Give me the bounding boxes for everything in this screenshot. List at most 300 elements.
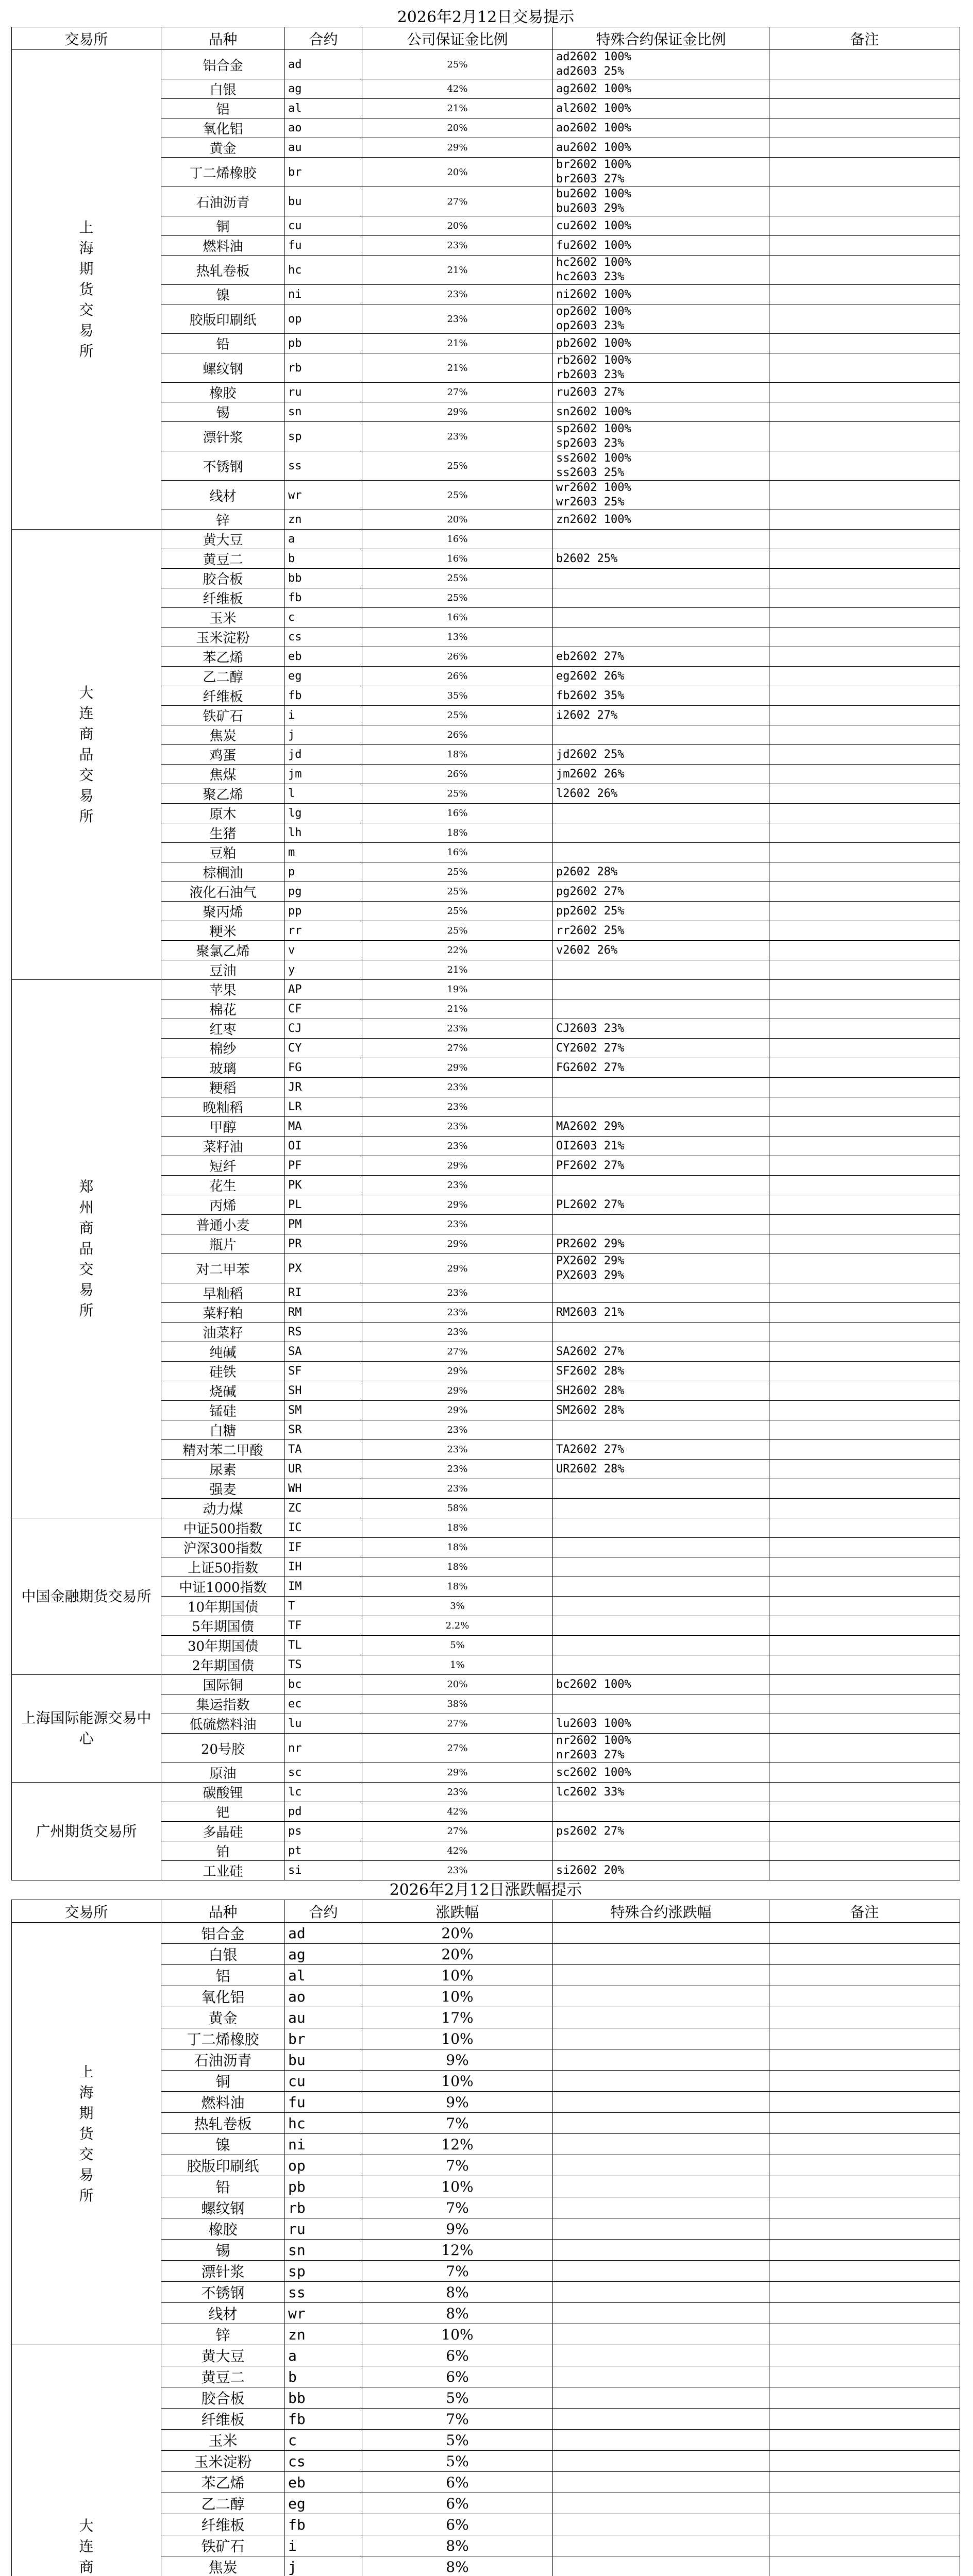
remark-cell <box>769 1078 960 1097</box>
product-name: 玉米 <box>161 2430 285 2451</box>
remark-cell <box>769 1944 960 1965</box>
remark-cell <box>769 1636 960 1655</box>
contract-code: SM <box>285 1401 362 1420</box>
contract-code: TA <box>285 1440 362 1460</box>
remark-cell <box>769 1362 960 1381</box>
remark-cell <box>769 667 960 686</box>
product-name: 黄豆二 <box>161 549 285 569</box>
ratio-value: 23% <box>362 1283 553 1303</box>
ratio-value: 7% <box>362 2261 553 2282</box>
special-contract <box>553 1694 769 1714</box>
remark-cell <box>769 2240 960 2261</box>
ratio-value: 23% <box>362 1137 553 1156</box>
special-contract <box>553 1440 769 1460</box>
remark-cell <box>769 1694 960 1714</box>
remark-cell <box>769 765 960 784</box>
exchange-cell <box>12 50 161 530</box>
special-contract <box>553 216 769 236</box>
ratio-value: 6% <box>362 2472 553 2493</box>
contract-code: sn <box>285 402 362 422</box>
special-contract <box>553 784 769 804</box>
remark-cell <box>769 1923 960 1944</box>
product-name: 中证500指数 <box>161 1518 285 1538</box>
product-name: 镍 <box>161 2134 285 2155</box>
remark-cell <box>769 383 960 402</box>
special-contract <box>553 1783 769 1802</box>
special-contract <box>553 902 769 921</box>
product-name: 聚乙烯 <box>161 784 285 804</box>
remark-cell <box>769 1137 960 1156</box>
limit-table-header-row <box>12 1900 960 1923</box>
contract-code: SA <box>285 1342 362 1362</box>
exchange-cell <box>12 1675 161 1783</box>
contract-code: ad <box>285 50 362 79</box>
contract-code: pb <box>285 334 362 353</box>
remark-cell <box>769 530 960 549</box>
remark-cell <box>769 1734 960 1763</box>
special-contract <box>553 1763 769 1783</box>
contract-code: c <box>285 608 362 628</box>
contract-code: pt <box>285 1841 362 1861</box>
product-name: 20号胶 <box>161 1734 285 1763</box>
contract-code: fu <box>285 236 362 256</box>
contract-code: fb <box>285 686 362 706</box>
product-name: 强麦 <box>161 1479 285 1499</box>
ratio-value: 18% <box>362 1557 553 1577</box>
contract-code: wr <box>285 2303 362 2324</box>
special-contract <box>553 1137 769 1156</box>
special-contract <box>553 187 769 216</box>
contract-code: ec <box>285 1694 362 1714</box>
remark-cell <box>769 1195 960 1215</box>
product-name: 苹果 <box>161 980 285 999</box>
exchange-name: 大连商 <box>79 2517 94 2575</box>
ratio-value: 8% <box>362 2535 553 2556</box>
ratio-value: 23% <box>362 1078 553 1097</box>
special-contract-line: PL2602 27% <box>556 1198 625 1211</box>
remark-cell <box>769 1538 960 1557</box>
product-name: 30年期国债 <box>161 1636 285 1655</box>
remark-cell <box>769 2514 960 2535</box>
special-contract-line: jd2602 25% <box>556 748 625 761</box>
remark-cell <box>769 1117 960 1137</box>
special-contract <box>553 1362 769 1381</box>
special-contract <box>553 941 769 960</box>
product-name: 硅铁 <box>161 1362 285 1381</box>
contract-code: j <box>285 2556 362 2576</box>
contract-code: pp <box>285 902 362 921</box>
ratio-value: 27% <box>362 187 553 216</box>
special-contract <box>553 1156 769 1176</box>
ratio-value: 9% <box>362 2092 553 2113</box>
product-name: 玉米淀粉 <box>161 2451 285 2472</box>
remark-cell <box>769 1323 960 1342</box>
product-name: 原木 <box>161 804 285 823</box>
ratio-value: 23% <box>362 1117 553 1137</box>
special-contract <box>553 2218 769 2240</box>
special-contract-line: CJ2603 23% <box>556 1022 625 1035</box>
special-contract-line: ss2603 25% <box>556 466 625 479</box>
special-contract <box>553 2071 769 2092</box>
contract-code: bc <box>285 1675 362 1694</box>
contract-code: WH <box>285 1479 362 1499</box>
special-contract-line: UR2602 28% <box>556 1462 625 1476</box>
remark-cell <box>769 2218 960 2240</box>
product-name: 锌 <box>161 2324 285 2345</box>
ratio-value: 58% <box>362 1499 553 1518</box>
special-contract <box>553 725 769 745</box>
product-name: 橡胶 <box>161 2218 285 2240</box>
remark-cell <box>769 960 960 980</box>
product-name: 鸡蛋 <box>161 745 285 765</box>
special-contract <box>553 1577 769 1597</box>
contract-code: bb <box>285 569 362 588</box>
product-name: 黄大豆 <box>161 530 285 549</box>
contract-code: m <box>285 843 362 862</box>
ratio-value: 29% <box>362 402 553 422</box>
contract-code: CY <box>285 1039 362 1058</box>
product-name: 铝 <box>161 1965 285 1986</box>
remark-cell <box>769 510 960 530</box>
remark-cell <box>769 1965 960 1986</box>
ratio-value: 27% <box>362 383 553 402</box>
remark-cell <box>769 1763 960 1783</box>
ratio-value: 23% <box>362 304 553 334</box>
product-name: 胶版印刷纸 <box>161 304 285 334</box>
remark-cell <box>769 1479 960 1499</box>
product-name: 早籼稻 <box>161 1283 285 1303</box>
ratio-value: 20% <box>362 510 553 530</box>
contract-code: lu <box>285 1714 362 1734</box>
contract-code: bb <box>285 2387 362 2409</box>
special-contract-line: CY2602 27% <box>556 1041 625 1055</box>
contract-code: SH <box>285 1381 362 1401</box>
product-name: 不锈钢 <box>161 2282 285 2303</box>
header-special-limit: 特殊合约涨跌幅 <box>553 1900 769 1923</box>
special-contract <box>553 1616 769 1636</box>
contract-code: ss <box>285 2282 362 2303</box>
product-name: 纤维板 <box>161 686 285 706</box>
special-contract <box>553 2007 769 2028</box>
ratio-value: 7% <box>362 2155 553 2176</box>
remark-cell <box>769 843 960 862</box>
ratio-value: 7% <box>362 2197 553 2218</box>
product-name: 铝 <box>161 99 285 118</box>
special-contract <box>553 2197 769 2218</box>
ratio-value: 18% <box>362 1518 553 1538</box>
margin-table-body <box>12 50 960 1880</box>
special-contract <box>553 353 769 383</box>
remark-cell <box>769 1019 960 1039</box>
special-contract <box>553 1655 769 1675</box>
remark-cell <box>769 1254 960 1283</box>
product-name: 丙烯 <box>161 1195 285 1215</box>
special-contract <box>553 2134 769 2155</box>
product-name: 国际铜 <box>161 1675 285 1694</box>
ratio-value: 2.2% <box>362 1616 553 1636</box>
special-contract-line: zn2602 100% <box>556 513 631 526</box>
remark-cell <box>769 2134 960 2155</box>
ratio-value: 25% <box>362 921 553 941</box>
ratio-value: 6% <box>362 2366 553 2387</box>
special-contract <box>553 285 769 304</box>
header-product: 品种 <box>161 1900 285 1923</box>
remark-cell <box>769 1058 960 1078</box>
remark-cell <box>769 118 960 138</box>
table-row <box>12 530 960 549</box>
product-name: 工业硅 <box>161 1861 285 1880</box>
special-contract-line: l2602 26% <box>556 787 618 800</box>
remark-cell <box>769 2345 960 2366</box>
remark-cell <box>769 706 960 725</box>
remark-cell <box>769 2071 960 2092</box>
exchange-name: 上海国际能源交易中心 <box>21 1709 152 1747</box>
table-row <box>12 1783 960 1802</box>
remark-cell <box>769 285 960 304</box>
remark-cell <box>769 304 960 334</box>
contract-code: a <box>285 530 362 549</box>
special-contract-line: SF2602 28% <box>556 1364 625 1378</box>
ratio-value: 25% <box>362 481 553 510</box>
ratio-value: 25% <box>362 784 553 804</box>
special-contract-line: bc2602 100% <box>556 1677 631 1691</box>
special-contract <box>553 1675 769 1694</box>
remark-cell <box>769 628 960 647</box>
ratio-value: 23% <box>362 1019 553 1039</box>
limit-table-title: 2026年2月12日涨跌幅提示 <box>389 1881 582 1899</box>
remark-cell <box>769 2535 960 2556</box>
ratio-value: 42% <box>362 1841 553 1861</box>
product-name: 聚氯乙烯 <box>161 941 285 960</box>
special-contract <box>553 1039 769 1058</box>
ratio-value: 8% <box>362 2282 553 2303</box>
ratio-value: 16% <box>362 608 553 628</box>
special-contract-line: nr2603 27% <box>556 1749 625 1761</box>
contract-code: nr <box>285 1734 362 1763</box>
remark-cell <box>769 138 960 158</box>
header-contract: 合约 <box>285 1900 362 1923</box>
remark-cell <box>769 725 960 745</box>
product-name: 线材 <box>161 2303 285 2324</box>
contract-code: fb <box>285 2514 362 2535</box>
special-contract-line: SA2602 27% <box>556 1345 625 1358</box>
contract-code: lh <box>285 823 362 843</box>
ratio-value: 29% <box>362 1763 553 1783</box>
special-contract <box>553 1802 769 1822</box>
special-contract-line: br2603 27% <box>556 173 625 185</box>
remark-cell <box>769 1616 960 1636</box>
special-contract-line: fu2602 100% <box>556 239 631 252</box>
special-contract <box>553 2472 769 2493</box>
ratio-value: 21% <box>362 99 553 118</box>
product-name: 沪深300指数 <box>161 1538 285 1557</box>
contract-code: RM <box>285 1303 362 1323</box>
ratio-value: 42% <box>362 1802 553 1822</box>
special-contract-line: PX2603 29% <box>556 1269 625 1282</box>
contract-code: hc <box>285 2113 362 2134</box>
exchange-cell <box>12 2345 161 2576</box>
exchange-name: 中国金融期货交易所 <box>21 1587 152 1605</box>
remark-cell <box>769 902 960 921</box>
exchange-cell <box>12 1783 161 1880</box>
special-contract <box>553 2430 769 2451</box>
contract-code: zn <box>285 2324 362 2345</box>
product-name: 甲醇 <box>161 1117 285 1137</box>
special-contract <box>553 2409 769 2430</box>
special-contract-line: al2602 100% <box>556 101 631 115</box>
ratio-value: 42% <box>362 79 553 99</box>
product-name: 铝合金 <box>161 1923 285 1944</box>
contract-code: i <box>285 2535 362 2556</box>
special-contract <box>553 823 769 843</box>
exchange-name: 上海期货交易所 <box>79 2063 94 2204</box>
ratio-value: 10% <box>362 1965 553 1986</box>
ratio-value: 7% <box>362 2113 553 2134</box>
special-contract <box>553 1965 769 1986</box>
contract-code: RI <box>285 1283 362 1303</box>
special-contract <box>553 1479 769 1499</box>
ratio-value: 6% <box>362 2514 553 2535</box>
special-contract-line: si2602 20% <box>556 1863 625 1877</box>
header-product: 品种 <box>161 27 285 50</box>
contract-code: y <box>285 960 362 980</box>
product-name: 氧化铝 <box>161 118 285 138</box>
special-contract <box>553 158 769 187</box>
special-contract-line: ad2603 25% <box>556 65 625 78</box>
remark-cell <box>769 1283 960 1303</box>
contract-code: IC <box>285 1518 362 1538</box>
ratio-value: 22% <box>362 941 553 960</box>
remark-cell <box>769 1675 960 1694</box>
ratio-value: 16% <box>362 843 553 862</box>
ratio-value: 10% <box>362 1986 553 2007</box>
contract-code: au <box>285 138 362 158</box>
remark-cell <box>769 2282 960 2303</box>
contract-code: pg <box>285 882 362 902</box>
product-name: 菜籽油 <box>161 1137 285 1156</box>
product-name: 原油 <box>161 1763 285 1783</box>
product-name: 菜籽粕 <box>161 1303 285 1323</box>
special-contract <box>553 2303 769 2324</box>
contract-code: ss <box>285 451 362 481</box>
contract-code: PL <box>285 1195 362 1215</box>
product-name: 黄金 <box>161 2007 285 2028</box>
contract-code: CJ <box>285 1019 362 1039</box>
contract-code: br <box>285 2028 362 2049</box>
product-name: 瓶片 <box>161 1234 285 1254</box>
special-contract <box>553 2028 769 2049</box>
remark-cell <box>769 2556 960 2576</box>
contract-code: FG <box>285 1058 362 1078</box>
special-contract <box>553 1195 769 1215</box>
ratio-value: 27% <box>362 1734 553 1763</box>
special-contract <box>553 510 769 530</box>
special-contract-line: ss2602 100% <box>556 452 631 465</box>
limit-table <box>11 1877 960 2576</box>
contract-code: JR <box>285 1078 362 1097</box>
remark-cell <box>769 549 960 569</box>
contract-code: ni <box>285 2134 362 2155</box>
product-name: 精对苯二甲酸 <box>161 1440 285 1460</box>
special-contract <box>553 2514 769 2535</box>
ratio-value: 27% <box>362 1714 553 1734</box>
ratio-value: 10% <box>362 2071 553 2092</box>
ratio-value: 18% <box>362 1538 553 1557</box>
special-contract-line: rb2603 23% <box>556 368 625 381</box>
contract-code: jm <box>285 765 362 784</box>
product-name: 钯 <box>161 1802 285 1822</box>
product-name: 铜 <box>161 2071 285 2092</box>
contract-code: ag <box>285 79 362 99</box>
ratio-value: 3% <box>362 1597 553 1616</box>
product-name: 5年期国债 <box>161 1616 285 1636</box>
product-name: 白银 <box>161 79 285 99</box>
special-contract <box>553 138 769 158</box>
product-name: 粳稻 <box>161 1078 285 1097</box>
ratio-value: 17% <box>362 2007 553 2028</box>
remark-cell <box>769 1420 960 1440</box>
ratio-value: 23% <box>362 1215 553 1234</box>
remark-cell <box>769 2155 960 2176</box>
product-name: 上证50指数 <box>161 1557 285 1577</box>
special-contract-line: PF2602 27% <box>556 1159 625 1172</box>
ratio-value: 25% <box>362 569 553 588</box>
special-contract-line: ag2602 100% <box>556 82 631 95</box>
remark-cell <box>769 1802 960 1822</box>
special-contract <box>553 745 769 765</box>
special-contract-line: OI2603 21% <box>556 1139 625 1153</box>
contract-code: rb <box>285 2197 362 2218</box>
ratio-value: 18% <box>362 745 553 765</box>
contract-code: ao <box>285 1986 362 2007</box>
product-name: 铅 <box>161 2176 285 2197</box>
special-contract-line: hc2602 100% <box>556 256 631 269</box>
remark-cell <box>769 1401 960 1420</box>
product-name: 中证1000指数 <box>161 1577 285 1597</box>
special-contract <box>553 451 769 481</box>
special-contract-line: ad2602 100% <box>556 50 631 63</box>
special-contract <box>553 304 769 334</box>
contract-code: l <box>285 784 362 804</box>
special-contract <box>553 2556 769 2576</box>
product-name: 聚丙烯 <box>161 902 285 921</box>
product-name: 纤维板 <box>161 2514 285 2535</box>
special-contract <box>553 960 769 980</box>
contract-code: b <box>285 549 362 569</box>
contract-code: cs <box>285 628 362 647</box>
table-row <box>12 1923 960 1944</box>
ratio-value: 23% <box>362 1460 553 1479</box>
product-name: 氧化铝 <box>161 1986 285 2007</box>
remark-cell <box>769 1460 960 1479</box>
contract-code: PF <box>285 1156 362 1176</box>
exchange-cell <box>12 1518 161 1675</box>
special-contract <box>553 1734 769 1763</box>
contract-code: PR <box>285 1234 362 1254</box>
remark-cell <box>769 1381 960 1401</box>
special-contract-line: hc2603 23% <box>556 270 625 283</box>
contract-code: br <box>285 158 362 187</box>
special-contract-line: MA2602 29% <box>556 1120 625 1133</box>
remark-cell <box>769 686 960 706</box>
product-name: 锌 <box>161 510 285 530</box>
product-name: 线材 <box>161 481 285 510</box>
table-row <box>12 1518 960 1538</box>
ratio-value: 23% <box>362 1479 553 1499</box>
special-contract <box>553 647 769 667</box>
contract-code: RS <box>285 1323 362 1342</box>
special-contract-line: SH2602 28% <box>556 1384 625 1397</box>
